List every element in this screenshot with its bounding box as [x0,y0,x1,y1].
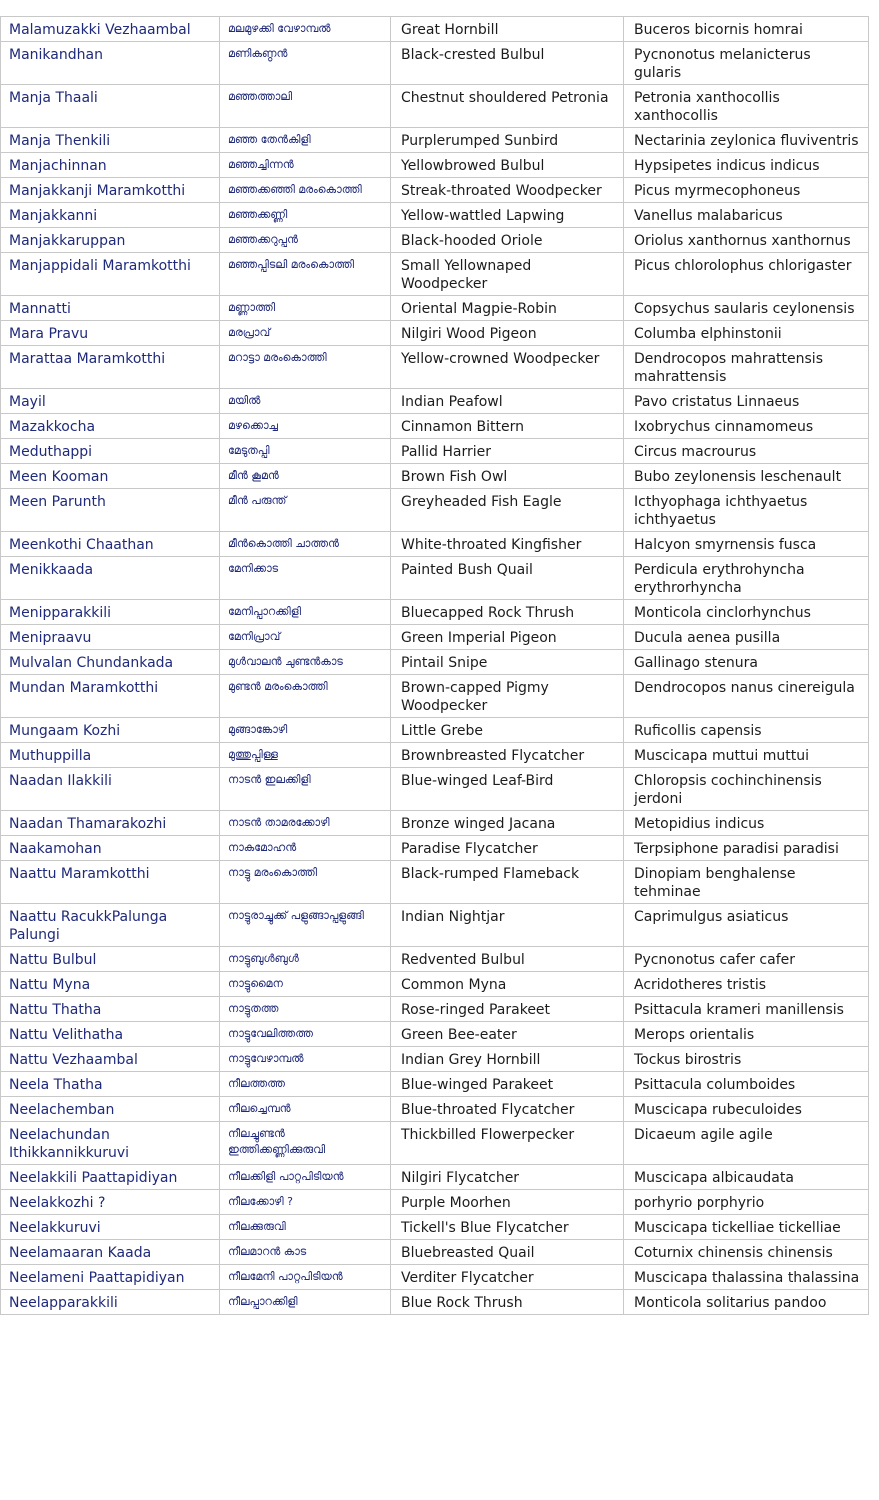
english-name-cell: Bronze winged Jacana [391,811,624,836]
scientific-name-cell: Muscicapa tickelliae tickelliae [624,1215,869,1240]
malayalam-name-cell: മണ്ണാത്തി [220,296,391,321]
local-name-cell: Manjakkanni [1,203,220,228]
local-name-cell: Neelameni Paattapidiyan [1,1265,220,1290]
scientific-name-cell: Terpsiphone paradisi paradisi [624,836,869,861]
scientific-name-cell: Petronia xanthocollis xanthocollis [624,85,869,128]
malayalam-name-cell: നീലക്കോഴി ? [220,1190,391,1215]
english-name-cell: Oriental Magpie-Robin [391,296,624,321]
table-row [1,947,869,972]
scientific-name-cell: porhyrio porphyrio [624,1190,869,1215]
english-name-cell: Brown-capped Pigmy Woodpecker [391,675,624,718]
scientific-name-cell: Oriolus xanthornus xanthornus [624,228,869,253]
scientific-name-cell: Vanellus malabaricus [624,203,869,228]
malayalam-name-cell: മീൻ പരുന്ത് [220,489,391,532]
scientific-name-cell: Gallinago stenura [624,650,869,675]
table-row [1,650,869,675]
table-row [1,861,869,904]
english-name-cell: Yellow-crowned Woodpecker [391,346,624,389]
scientific-name-cell: Muscicapa thalassina thalassina [624,1265,869,1290]
table-row [1,675,869,718]
malayalam-name-cell: നീലക്കിളി പാറ്റപിടിയൻ [220,1165,391,1190]
local-name-cell: Meen Kooman [1,464,220,489]
malayalam-name-cell: മഞ്ഞക്കഞ്ഞി മരംകൊത്തി [220,178,391,203]
local-name-cell: Nattu Velithatha [1,1022,220,1047]
malayalam-name-cell: മുൾവാലൻ ചുണ്ടൻകാട [220,650,391,675]
english-name-cell: Painted Bush Quail [391,557,624,600]
table-row [1,128,869,153]
scientific-name-cell: Dendrocopos nanus cinereigula [624,675,869,718]
table-row [1,85,869,128]
english-name-cell: Blue-throated Flycatcher [391,1097,624,1122]
scientific-name-cell: Perdicula erythrohyncha erythrorhyncha [624,557,869,600]
english-name-cell: Blue-winged Parakeet [391,1072,624,1097]
scientific-name-cell: Muscicapa rubeculoides [624,1097,869,1122]
local-name-cell: Manjappidali Maramkotthi [1,253,220,296]
malayalam-name-cell: മീൻ കൂമൻ [220,464,391,489]
malayalam-name-cell: മരപ്രാവ് [220,321,391,346]
scientific-name-cell: Halcyon smyrnensis fusca [624,532,869,557]
table-row [1,389,869,414]
local-name-cell: Neelakkili Paattapidiyan [1,1165,220,1190]
english-name-cell: Bluecapped Rock Thrush [391,600,624,625]
local-name-cell: Manja Thenkili [1,128,220,153]
malayalam-name-cell: നാടൻ താമരക്കോഴി [220,811,391,836]
english-name-cell: Nilgiri Wood Pigeon [391,321,624,346]
malayalam-name-cell: മേനിപ്രാവ് [220,625,391,650]
local-name-cell: Manjakkanji Maramkotthi [1,178,220,203]
local-name-cell: Nattu Thatha [1,997,220,1022]
english-name-cell: Common Myna [391,972,624,997]
english-name-cell: Chestnut shouldered Petronia [391,85,624,128]
scientific-name-cell: Circus macrourus [624,439,869,464]
scientific-name-cell: Merops orientalis [624,1022,869,1047]
table-row [1,1265,869,1290]
local-name-cell: Neelakkozhi ? [1,1190,220,1215]
table-row [1,1072,869,1097]
scientific-name-cell: Dinopiam benghalense tehminae [624,861,869,904]
malayalam-name-cell: നീലപ്പാറക്കിളി [220,1290,391,1315]
malayalam-name-cell: മഞ്ഞ തേൻകിളി [220,128,391,153]
table-row [1,439,869,464]
english-name-cell: Rose-ringed Parakeet [391,997,624,1022]
table-row [1,489,869,532]
english-name-cell: Brown Fish Owl [391,464,624,489]
local-name-cell: Meenkothi Chaathan [1,532,220,557]
local-name-cell: Mungaam Kozhi [1,718,220,743]
table-row [1,532,869,557]
table-row [1,904,869,947]
table-row [1,203,869,228]
table-row [1,414,869,439]
local-name-cell: Meduthappi [1,439,220,464]
local-name-cell: Malamuzakki Vezhaambal [1,17,220,42]
english-name-cell: Yellowbrowed Bulbul [391,153,624,178]
bird-rows [1,17,869,1315]
english-name-cell: Pintail Snipe [391,650,624,675]
english-name-cell: Purplerumped Sunbird [391,128,624,153]
local-name-cell: Mazakkocha [1,414,220,439]
local-name-cell: Mara Pravu [1,321,220,346]
local-name-cell: Nattu Bulbul [1,947,220,972]
scientific-name-cell: Pycnonotus cafer cafer [624,947,869,972]
english-name-cell: Black-rumped Flameback [391,861,624,904]
english-name-cell: Tickell's Blue Flycatcher [391,1215,624,1240]
english-name-cell: Small Yellownaped Woodpecker [391,253,624,296]
scientific-name-cell: Metopidius indicus [624,811,869,836]
english-name-cell: Black-crested Bulbul [391,42,624,85]
local-name-cell: Mayil [1,389,220,414]
table-row [1,1190,869,1215]
english-name-cell: Nilgiri Flycatcher [391,1165,624,1190]
malayalam-name-cell: നീലച്ചുണ്ടൻ ഇത്തിക്കണ്ണിക്കുരുവി [220,1122,391,1165]
scientific-name-cell: Psittacula columboides [624,1072,869,1097]
malayalam-name-cell: നാട്ടുവേഴാമ്പൽ [220,1047,391,1072]
local-name-cell: Nattu Vezhaambal [1,1047,220,1072]
local-name-cell: Neelachundan Ithikkannikkuruvi [1,1122,220,1165]
local-name-cell: Neela Thatha [1,1072,220,1097]
english-name-cell: Black-hooded Oriole [391,228,624,253]
local-name-cell: Nattu Myna [1,972,220,997]
scientific-name-cell: Pavo cristatus Linnaeus [624,389,869,414]
malayalam-name-cell: നാടൻ ഇലക്കിളി [220,768,391,811]
english-name-cell: Verditer Flycatcher [391,1265,624,1290]
english-name-cell: White-throated Kingfisher [391,532,624,557]
malayalam-name-cell: മഞ്ഞക്കറുപ്പൻ [220,228,391,253]
table-row [1,1240,869,1265]
scientific-name-cell: Picus myrmecophoneus [624,178,869,203]
malayalam-name-cell: മലമുഴക്കി വേഴാമ്പൽ [220,17,391,42]
local-name-cell: Neelapparakkili [1,1290,220,1315]
english-name-cell: Indian Nightjar [391,904,624,947]
english-name-cell: Brownbreasted Flycatcher [391,743,624,768]
table-row [1,557,869,600]
scientific-name-cell: Acridotheres tristis [624,972,869,997]
malayalam-name-cell: നാട്ടുമൈന [220,972,391,997]
malayalam-name-cell: നീലച്ചെമ്പൻ [220,1097,391,1122]
malayalam-name-cell: നീലമാറൻ കാട [220,1240,391,1265]
scientific-name-cell: Monticola cinclorhynchus [624,600,869,625]
local-name-cell: Muthuppilla [1,743,220,768]
scientific-name-cell: Icthyophaga ichthyaetus ichthyaetus [624,489,869,532]
table-row [1,296,869,321]
local-name-cell: Marattaa Maramkotthi [1,346,220,389]
table-row [1,1165,869,1190]
scientific-name-cell: Monticola solitarius pandoo [624,1290,869,1315]
local-name-cell: Menipraavu [1,625,220,650]
table-row [1,321,869,346]
english-name-cell: Greyheaded Fish Eagle [391,489,624,532]
english-name-cell: Blue Rock Thrush [391,1290,624,1315]
malayalam-name-cell: നാട്ടുരാച്ചുക്ക് പളുങ്ങാപ്പളുങ്ങി [220,904,391,947]
table-row [1,718,869,743]
table-row [1,600,869,625]
malayalam-name-cell: മണികണ്ഠൻ [220,42,391,85]
local-name-cell: Naakamohan [1,836,220,861]
scientific-name-cell: Picus chlorolophus chlorigaster [624,253,869,296]
table-row [1,228,869,253]
malayalam-name-cell: മയിൽ [220,389,391,414]
scientific-name-cell: Bubo zeylonensis leschenault [624,464,869,489]
table-row [1,17,869,42]
english-name-cell: Green Imperial Pigeon [391,625,624,650]
english-name-cell: Paradise Flycatcher [391,836,624,861]
malayalam-name-cell: നാട്ടുതത്ത [220,997,391,1022]
english-name-cell: Little Grebe [391,718,624,743]
table-row [1,997,869,1022]
local-name-cell: Neelakkuruvi [1,1215,220,1240]
bird-names-table [0,16,869,1315]
scientific-name-cell: Caprimulgus asiaticus [624,904,869,947]
scientific-name-cell: Ixobrychus cinnamomeus [624,414,869,439]
local-name-cell: Meen Parunth [1,489,220,532]
malayalam-name-cell: മുത്തുപ്പിള്ള [220,743,391,768]
local-name-cell: Naadan Ilakkili [1,768,220,811]
scientific-name-cell: Copsychus saularis ceylonensis [624,296,869,321]
local-name-cell: Manikandhan [1,42,220,85]
scientific-name-cell: Coturnix chinensis chinensis [624,1240,869,1265]
scientific-name-cell: Hypsipetes indicus indicus [624,153,869,178]
malayalam-name-cell: മഞ്ഞച്ചിന്നൻ [220,153,391,178]
malayalam-name-cell: മേനിക്കാട [220,557,391,600]
table-row [1,1022,869,1047]
malayalam-name-cell: മഞ്ഞപ്പിടലി മരംകൊത്തി [220,253,391,296]
scientific-name-cell: Ducula aenea pusilla [624,625,869,650]
local-name-cell: Neelachemban [1,1097,220,1122]
scientific-name-cell: Muscicapa albicaudata [624,1165,869,1190]
local-name-cell: Menipparakkili [1,600,220,625]
table-row [1,153,869,178]
malayalam-name-cell: മഞ്ഞത്താലി [220,85,391,128]
english-name-cell: Purple Moorhen [391,1190,624,1215]
english-name-cell: Blue-winged Leaf-Bird [391,768,624,811]
scientific-name-cell: Chloropsis cochinchinensis jerdoni [624,768,869,811]
malayalam-name-cell: മറാട്ടാ മരംകൊത്തി [220,346,391,389]
english-name-cell: Indian Peafowl [391,389,624,414]
local-name-cell: Naattu Maramkotthi [1,861,220,904]
local-name-cell: Naadan Thamarakozhi [1,811,220,836]
english-name-cell: Streak-throated Woodpecker [391,178,624,203]
malayalam-name-cell: നാട്ടു മരംകൊത്തി [220,861,391,904]
malayalam-name-cell: നാകമോഹൻ [220,836,391,861]
local-name-cell: Menikkaada [1,557,220,600]
table-row [1,743,869,768]
english-name-cell: Thickbilled Flowerpecker [391,1122,624,1165]
english-name-cell: Yellow-wattled Lapwing [391,203,624,228]
scientific-name-cell: Ruficollis capensis [624,718,869,743]
table-row [1,768,869,811]
table-row [1,346,869,389]
malayalam-name-cell: നീലത്തത്ത [220,1072,391,1097]
malayalam-name-cell: മേടുതപ്പി [220,439,391,464]
table-row [1,811,869,836]
english-name-cell: Great Hornbill [391,17,624,42]
english-name-cell: Cinnamon Bittern [391,414,624,439]
local-name-cell: Neelamaaran Kaada [1,1240,220,1265]
table-row [1,253,869,296]
local-name-cell: Manjachinnan [1,153,220,178]
malayalam-name-cell: നാട്ടുബുൾബുൾ [220,947,391,972]
local-name-cell: Mannatti [1,296,220,321]
local-name-cell: Mundan Maramkotthi [1,675,220,718]
local-name-cell: Mulvalan Chundankada [1,650,220,675]
table-row [1,1290,869,1315]
scientific-name-cell: Buceros bicornis homrai [624,17,869,42]
local-name-cell: Manjakkaruppan [1,228,220,253]
scientific-name-cell: Pycnonotus melanicterus gularis [624,42,869,85]
scientific-name-cell: Tockus birostris [624,1047,869,1072]
table-row [1,1215,869,1240]
scientific-name-cell: Muscicapa muttui muttui [624,743,869,768]
table-row [1,42,869,85]
table-row [1,178,869,203]
malayalam-name-cell: നീലമേനി പാറ്റപിടിയൻ [220,1265,391,1290]
local-name-cell: Naattu RacukkPalunga Palungi [1,904,220,947]
malayalam-name-cell: മീൻകൊത്തി ചാത്തൻ [220,532,391,557]
scientific-name-cell: Psittacula krameri manillensis [624,997,869,1022]
scientific-name-cell: Columba elphinstonii [624,321,869,346]
malayalam-name-cell: മുങ്ങാങ്കോഴി [220,718,391,743]
table-row [1,464,869,489]
table-row [1,1097,869,1122]
english-name-cell: Bluebreasted Quail [391,1240,624,1265]
malayalam-name-cell: നീലക്കുരുവി [220,1215,391,1240]
english-name-cell: Green Bee-eater [391,1022,624,1047]
malayalam-name-cell: മഴക്കൊച്ച [220,414,391,439]
table-row [1,1047,869,1072]
scientific-name-cell: Nectarinia zeylonica fluviventris [624,128,869,153]
table-row [1,625,869,650]
malayalam-name-cell: മേനിപ്പാറക്കിളി [220,600,391,625]
scientific-name-cell: Dendrocopos mahrattensis mahrattensis [624,346,869,389]
scientific-name-cell: Dicaeum agile agile [624,1122,869,1165]
malayalam-name-cell: നാട്ടുവേലിത്തത്ത [220,1022,391,1047]
malayalam-name-cell: മഞ്ഞക്കണ്ണി [220,203,391,228]
english-name-cell: Pallid Harrier [391,439,624,464]
english-name-cell: Indian Grey Hornbill [391,1047,624,1072]
english-name-cell: Redvented Bulbul [391,947,624,972]
local-name-cell: Manja Thaali [1,85,220,128]
table-row [1,972,869,997]
table-row [1,1122,869,1165]
table-row [1,836,869,861]
malayalam-name-cell: മുണ്ടൻ മരംകൊത്തി [220,675,391,718]
